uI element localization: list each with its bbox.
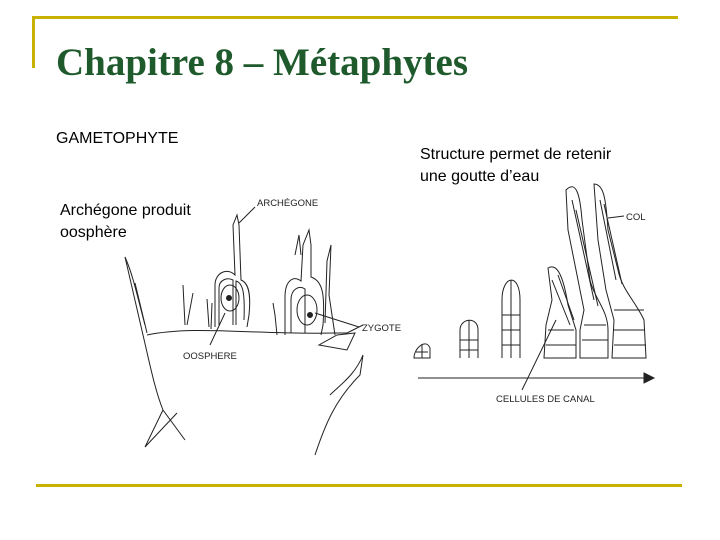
stage-4	[544, 267, 576, 358]
label-col: COL	[626, 212, 646, 223]
right-caption-line-2: une goutte d’eau	[420, 168, 540, 185]
label-zygote: ZYGOTE	[362, 323, 402, 334]
archegonium-left	[207, 215, 250, 329]
left-accent-line	[32, 16, 35, 68]
stage-5	[566, 187, 608, 358]
stage-1	[414, 344, 430, 358]
left-caption-line-2: oosphère	[60, 224, 127, 241]
bottom-accent-line	[36, 484, 682, 487]
stage-3	[502, 280, 520, 358]
right-caption-line-1: Structure permet de retenir	[420, 146, 612, 163]
label-oosphere: OOSPHERE	[183, 351, 237, 362]
top-accent-line	[32, 16, 678, 19]
label-archegone: ARCHÉGONE	[257, 198, 319, 209]
gametophyte-outline	[143, 335, 185, 440]
slide-title: Chapitre 8 – Métaphytes	[56, 41, 468, 84]
stage-6	[594, 184, 646, 358]
label-cellules-de-canal: CELLULES DE CANAL	[496, 394, 595, 405]
gametophyte-heading: GAMETOPHYTE	[56, 130, 179, 147]
left-caption-line-1: Archégone produit	[60, 200, 191, 222]
stage-2	[460, 320, 478, 358]
archegonium-development-diagram	[408, 180, 690, 412]
archegonium-right	[273, 230, 355, 350]
gametophyte-archegone-diagram	[115, 185, 415, 460]
